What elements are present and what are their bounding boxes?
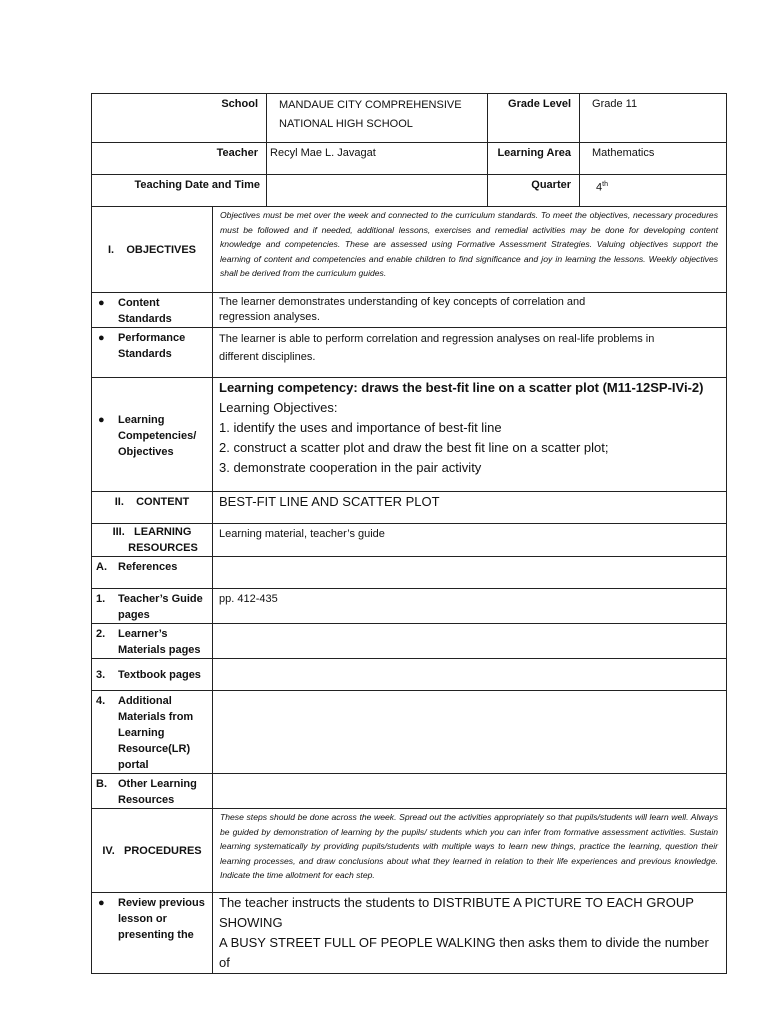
performance-standards-value: The learner is able to perform correlation and regression analyses on real-life problems in different disciplines. [213,328,727,378]
performance-standards-label-cell [92,328,213,378]
procedures-row [92,809,727,893]
objectives-row [92,207,727,293]
teachers-guide-label: Teacher’s Guide pages [118,593,203,621]
teachers-guide-number: 1. [96,593,106,605]
objectives-label [92,207,213,293]
school-label: School [92,94,267,143]
teaching-date-value [267,175,488,207]
learning-competencies-label-cell [92,378,213,492]
other-resources-label: Other Learning Resources [118,778,197,806]
additional-materials-number: 4. [96,695,106,707]
content-standards-label: Content Standards [118,297,172,325]
content-value: BEST-FIT LINE AND SCATTER PLOT [213,492,727,524]
content-standards-label-cell [92,293,213,328]
objectives-note: Objectives must be met over the week and connected to the curriculum standards. To meet the objectives, necessary procedures must be followed and if needed, additional lessons, exercises and remedial activities may be done for developing content knowledge and competencies. These are assessed using Formative Assessment Strategies. Valuing objectives support the learning of content and competencies and enable children to find significance and joy in learning the lessons. Weekly objectives shall be derived from the curriculum guides. [213,207,727,293]
competency-title: Learning competency: draws the best-fit line on a scatter plot (M11-12SP-IVi-2) [219,380,704,395]
objectives-heading: Learning Objectives: [219,400,338,415]
references-value [213,557,727,589]
learners-materials-label: Learner’s Materials pages [118,628,201,656]
school-value [267,94,488,143]
procedures-label [92,809,213,893]
review-lesson-value [213,893,727,974]
bullet-icon: ● [98,897,105,909]
learners-materials-row [92,624,727,659]
textbook-pages-row [92,659,727,691]
objective-item-3: 3. demonstrate cooperation in the pair activity [219,460,482,475]
additional-materials-label: Additional Materials from Learning Resource(LR) portal [118,695,194,771]
learners-materials-value [213,624,727,659]
header-row-date [92,175,727,207]
content-number: II. [114,496,124,508]
teachers-guide-value: pp. 412-435 [213,589,727,624]
objectives-number: I. [107,243,115,256]
additional-materials-value [213,691,727,774]
learning-resources-label [92,524,213,557]
content-title: CONTENT [136,496,190,508]
content-standards-line2: regression analyses. [219,311,320,323]
header-row-teacher [92,143,727,175]
lesson-plan-sheet [91,93,726,974]
learning-resources-line2: RESOURCES [128,542,198,554]
objective-item-1: 1. identify the uses and importance of best-fit line [219,420,502,435]
teachers-guide-row [92,589,727,624]
quarter-value [580,175,727,207]
other-resources-value [213,774,727,809]
content-label [92,492,213,524]
school-value-line1: MANDAUE CITY COMPREHENSIVE [279,99,462,111]
performance-standards-row [92,328,727,378]
teaching-date-label: Teaching Date and Time [92,175,267,207]
content-standards-row [92,293,727,328]
learning-resources-value: Learning material, teacher’s guide [213,524,727,557]
learning-competencies-value [213,378,727,492]
review-lesson-line1: The teacher instructs the students to DISTRIBUTE A PICTURE TO EACH GROUP SHOWING [219,895,694,930]
content-row [92,492,727,524]
teachers-guide-label-cell [92,589,213,624]
textbook-pages-label: Textbook pages [118,668,201,681]
lesson-plan-table [91,93,727,974]
header-row-school [92,94,727,143]
textbook-pages-label-cell [92,659,213,691]
learning-resources-line1: LEARNING [133,526,192,538]
learning-resources-row [92,524,727,557]
learning-competencies-row [92,378,727,492]
additional-materials-label-cell [92,691,213,774]
additional-materials-row [92,691,727,774]
review-lesson-row [92,893,727,974]
review-lesson-label-cell [92,893,213,974]
school-value-line2: NATIONAL HIGH SCHOOL [279,118,413,130]
teacher-value: Recyl Mae L. Javagat [267,143,488,175]
textbook-pages-value [213,659,727,691]
review-lesson-line2: A BUSY STREET FULL OF PEOPLE WALKING then asks them to divide the number of [219,935,709,970]
references-number: A. [96,561,107,573]
learning-area-label: Learning Area [488,143,580,175]
references-label: References [118,561,178,573]
review-lesson-label: Review previous lesson or presenting the [118,897,205,941]
teacher-label: Teacher [92,143,267,175]
procedures-number: IV. [102,844,115,857]
performance-standards-label: Performance Standards [118,332,186,360]
learning-area-value: Mathematics [580,143,727,175]
quarter-label: Quarter [488,175,580,207]
references-label-cell [92,557,213,589]
content-standards-line1: The learner demonstrates understanding of key concepts of correlation and [219,296,586,308]
other-resources-label-cell [92,774,213,809]
objective-item-2: 2. construct a scatter plot and draw the best fit line on a scatter plot; [219,440,609,455]
learners-materials-number: 2. [96,628,106,640]
bullet-icon: ● [98,413,105,426]
quarter-suffix: th [602,181,608,188]
learning-competencies-label: Learning Competencies/ Objectives [118,413,197,458]
procedures-title: PROCEDURES [124,844,202,857]
learners-materials-label-cell [92,624,213,659]
objectives-title: OBJECTIVES [126,243,197,256]
bullet-icon: ● [98,332,105,344]
learning-resources-number: III. [112,526,125,538]
textbook-pages-number: 3. [96,668,106,681]
other-resources-row [92,774,727,809]
quarter-number: 4 [596,181,603,194]
content-standards-value [213,293,727,328]
other-resources-number: B. [96,778,107,790]
bullet-icon: ● [98,297,105,309]
grade-level-label: Grade Level [488,94,580,143]
grade-level-value: Grade 11 [580,94,727,143]
procedures-note: These steps should be done across the week. Spread out the activities appropriately so that pupils/students will learn well. Always be guided by demonstration of learning by the pupils/ students which you can infer from formative assessment activities. Sustain learning systematically by providing pupils/students with multiple ways to learn new things, practice the learning, question their learning processes, and draw conclusions about what they learned in relation to their life experiences and previous knowledge. Indicate the time allotment for each step. [213,809,727,893]
references-row [92,557,727,589]
